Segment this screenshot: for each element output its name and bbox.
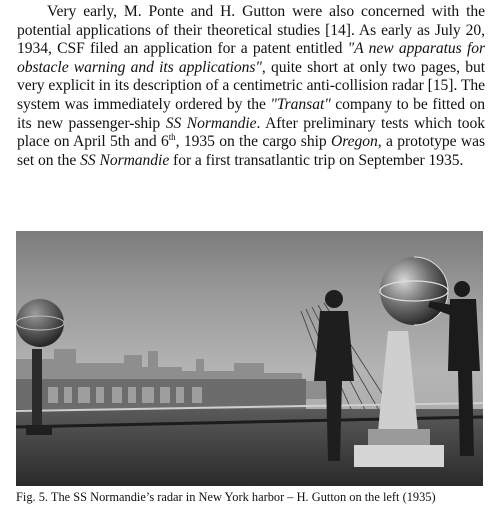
ship-name: Oregon <box>330 133 378 151</box>
ship-name: SS Normandie <box>165 114 257 132</box>
text-segment: , quite short at only two pages, but very explicit in its description of a centimetric anti-collision radar [15]. The system was immediately ordered by the <box>17 58 485 113</box>
ship-name: SS Normandie <box>80 151 170 169</box>
text-segment: , 1935 on the cargo ship <box>175 133 331 151</box>
company-name: "Transat" <box>270 95 331 113</box>
ordinal-suffix: th <box>168 131 176 142</box>
patent-title: "A new apparatus for obstacle warning and its applications" <box>17 40 485 76</box>
text-segment: company to be fitted on its new passenger-ship <box>17 95 485 132</box>
text-segment: , a prototype was set on the <box>17 133 486 169</box>
figure-photo <box>16 231 483 486</box>
body-paragraph <box>17 3 485 170</box>
text-segment: Very early, M. Ponte and H. Gutton were also concerned with the potential applications of their theoretical studies [14]. As early as July 20, 1934, CSF filed an application for a patent entitled <box>17 3 485 58</box>
figure-caption: Fig. 5. The SS Normandie’s radar in New York harbor – H. Gutton on the left (1935) <box>16 490 436 504</box>
text-segment: for a first transatlantic trip on September 1935. <box>169 151 464 169</box>
text-segment: . After preliminary tests which took place on April 5th and 6 <box>17 114 485 151</box>
